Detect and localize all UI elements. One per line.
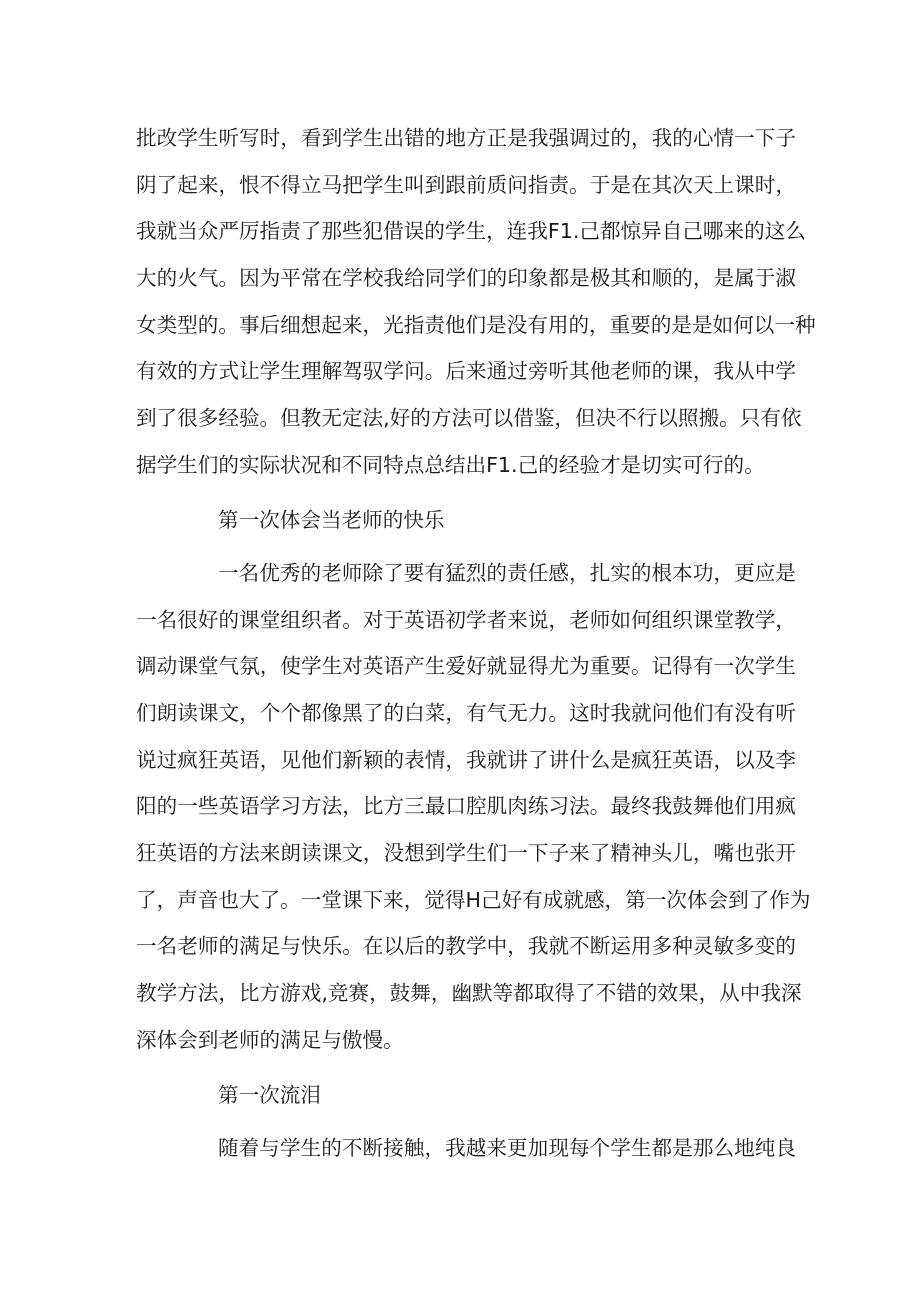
text-line: 们朗读课文，个个都像黑了的白菜，有气无力。这时我就问他们有没有听 [136, 701, 796, 725]
text-line: 大的火气。因为平常在学校我给同学们的印象都是极其和顺的，是属于淑 [136, 266, 796, 290]
text-line: 深体会到老师的满足与傲慢。 [136, 1028, 404, 1052]
text-line: 女类型的。事后细想起来，光指责他们是没有用的，重要的是是如何以一种 [136, 313, 816, 337]
text-line: 随着与学生的不断接触，我越来更加现每个学生都是那么地纯良 [218, 1136, 796, 1160]
section-heading: 第一次流泪 [218, 1083, 321, 1107]
text-line: 我就当众严厉指责了那些犯借误的学生，连我F1.己都惊异自己哪来的这么 [136, 219, 806, 243]
text-line: 批改学生听写时，看到学生出错的地方正是我强调过的，我的心情一下子 [136, 126, 796, 150]
section-heading: 第一次体会当老师的快乐 [218, 508, 445, 532]
text-line: 狂英语的方法来朗读课文，没想到学生们一下子来了精神头儿，嘴也张开 [136, 841, 796, 865]
text-line: 调动课堂气氛，使学生对英语产生爱好就显得尤为重要。记得有一次学生 [136, 654, 796, 678]
text-line: 一名老师的满足与快乐。在以后的教学中，我就不断运用多种灵敏多变的 [136, 934, 796, 958]
text-line: 一名很好的课堂组织者。对于英语初学者来说，老师如何组织课堂教学， [136, 608, 796, 632]
text-line: 一名优秀的老师除了要有猛烈的责任感，扎实的根本功，更应是 [218, 561, 796, 585]
text-line: 到了很多经验。但教无定法,好的方法可以借鉴，但决不行以照搬。只有依 [136, 406, 802, 430]
text-line: 有效的方式让学生理解驾驭学问。后来通过旁听其他老师的课，我从中学 [136, 359, 796, 383]
text-line: 了，声音也大了。一堂课下来，觉得H己好有成就感，第一次体会到了作为 [136, 888, 811, 912]
text-line: 阳的一些英语学习方法，比方三最口腔肌肉练习法。最终我鼓舞他们用疯 [136, 794, 796, 818]
text-line: 说过疯狂英语，见他们新颖的表情，我就讲了讲什么是疯狂英语，以及李 [136, 748, 796, 772]
text-line: 教学方法，比方游戏,竞赛，鼓舞，幽默等都取得了不错的效果，从中我深 [136, 981, 802, 1005]
text-line: 阴了起来，恨不得立马把学生叫到跟前质问指责。于是在其次天上课时， [136, 173, 796, 197]
text-line: 据学生们的实际状况和不同特点总结出F1.己的经验才是切实可行的。 [136, 453, 765, 477]
